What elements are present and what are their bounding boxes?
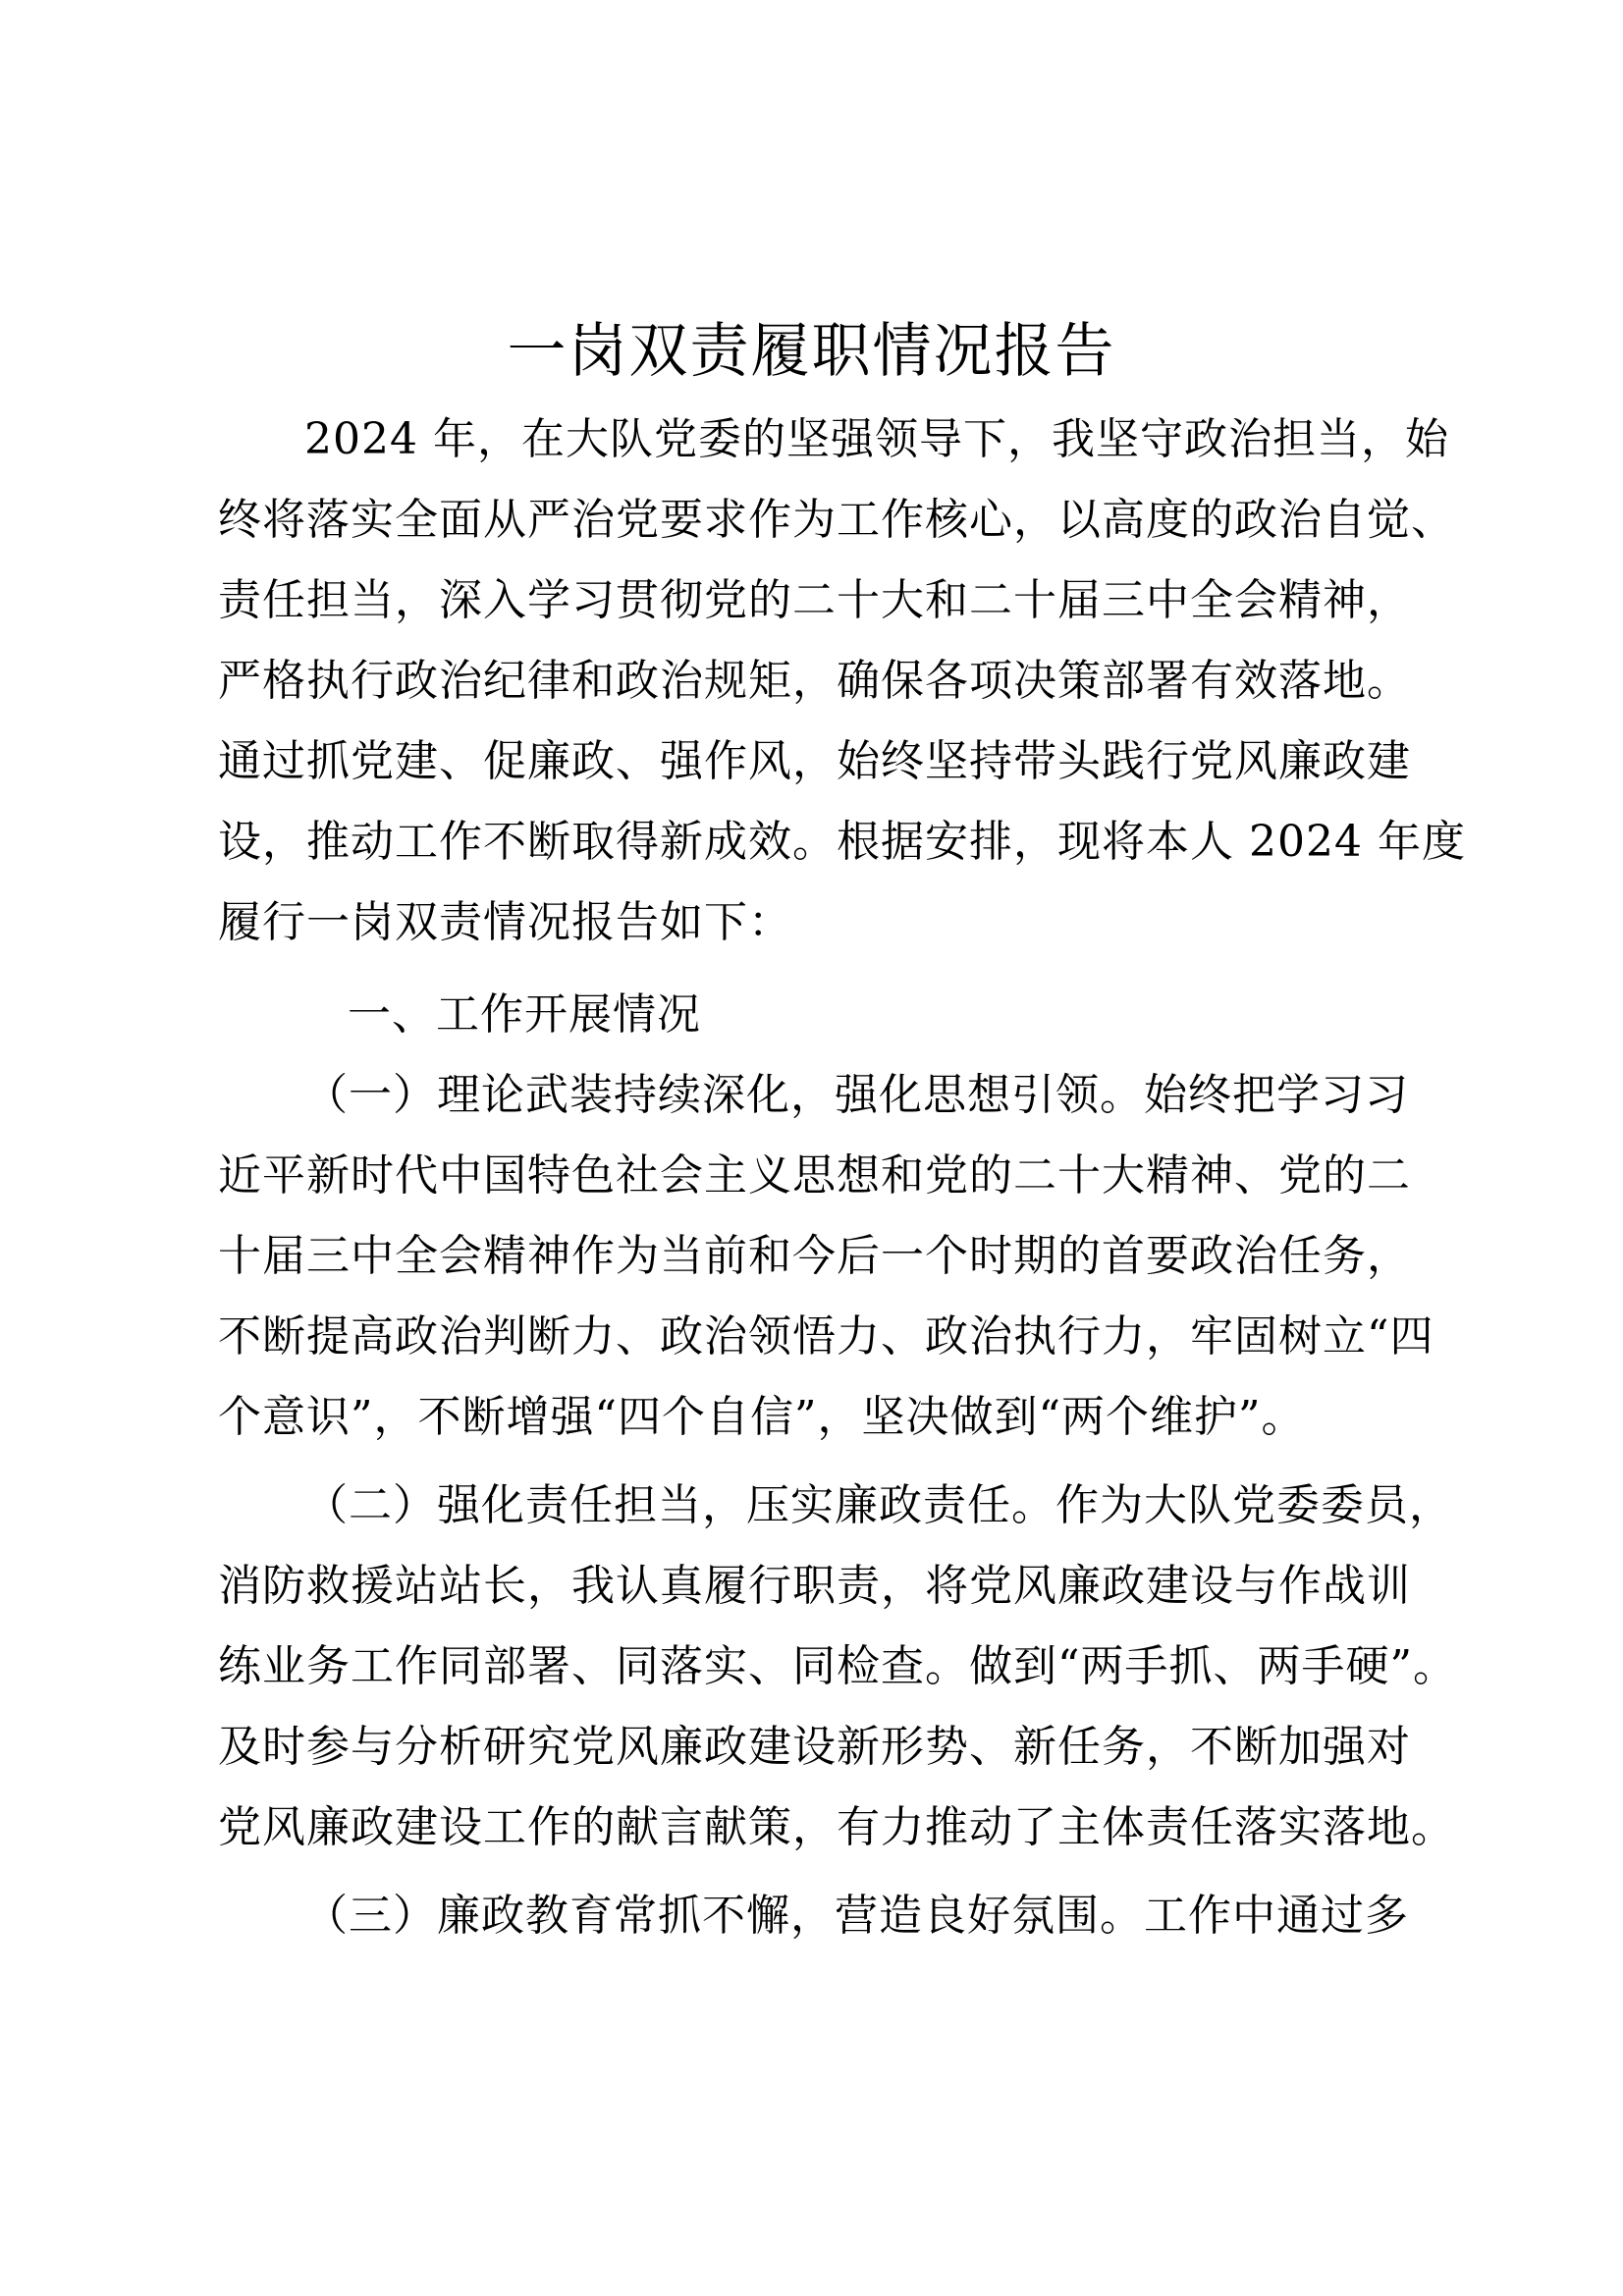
- paragraph-line: 终将落实全面从严治党要求作为工作核心，以高度的政治自觉、: [218, 495, 1455, 545]
- paragraph-line: 设，推动工作不断取得新成效。根据安排，现将本人 2024 年度: [218, 817, 1466, 867]
- paragraph-line: 通过抓党建、促廉政、强作风，始终坚持带头践行党风廉政建: [218, 736, 1411, 786]
- paragraph-line: 党风廉政建设工作的献言献策，有力推动了主体责任落实落地。: [218, 1802, 1455, 1852]
- paragraph-line: 履行一岗双责情况报告如下：: [218, 897, 792, 947]
- paragraph-line: 十届三中全会精神作为当前和今后一个时期的首要政治任务，: [218, 1231, 1411, 1281]
- paragraph-line: 近平新时代中国特色社会主义思想和党的二十大精神、党的二: [218, 1150, 1411, 1201]
- document-title: 一岗双责履职情况报告: [507, 317, 1116, 386]
- paragraph-line: 消防救援站站长，我认真履行职责，将党风廉政建设与作战训: [218, 1561, 1411, 1611]
- paragraph-line: 责任担当，深入学习贯彻党的二十大和二十届三中全会精神，: [218, 575, 1411, 625]
- paragraph-line: 练业务工作同部署、同落实、同检查。做到“两手抓、两手硬”。: [218, 1641, 1457, 1691]
- section-heading: 一、工作开展情况: [348, 989, 701, 1040]
- paragraph-line: （一）理论武装持续深化，强化思想引领。始终把学习习: [304, 1070, 1409, 1120]
- paragraph-line: 2024 年，在大队党委的坚强领导下，我坚守政治担当，始: [304, 414, 1449, 464]
- paragraph-line: （三）廉政教育常抓不懈，营造良好氛围。工作中通过多: [304, 1891, 1409, 1941]
- paragraph-line: 不断提高政治判断力、政治领悟力、政治执行力，牢固树立“四: [218, 1311, 1434, 1362]
- paragraph-line: 严格执行政治纪律和政治规矩，确保各项决策部署有效落地。: [218, 656, 1411, 706]
- paragraph-line: 及时参与分析研究党风廉政建设新形势、新任务，不断加强对: [218, 1722, 1411, 1772]
- paragraph-line: 个意识”，不断增强“四个自信”，坚决做到“两个维护”。: [218, 1392, 1306, 1442]
- paragraph-line: （二）强化责任担当，压实廉政责任。作为大队党委委员，: [304, 1480, 1453, 1530]
